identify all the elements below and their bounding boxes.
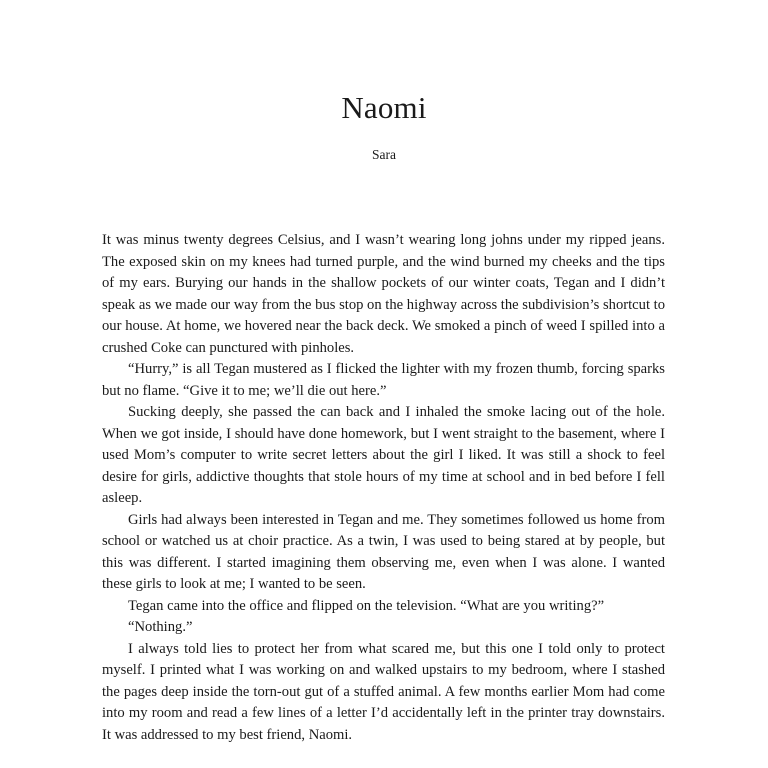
paragraph-7: I always told lies to protect her from what scared me, but this one I told only to protect myself. I printed what I was working on and walked upstairs to my bedroom, where I stashed the pages deep inside the torn-out gut of a stuffed animal. A few months earlier Mom had come into my room and read a few lines of a letter I’d accidentally left in the printer tray downstairs. It was addressed to my best friend, Naomi. <box>102 640 665 743</box>
paragraph-6: “Nothing.” <box>128 619 193 635</box>
chapter-title: Naomi <box>341 90 427 125</box>
paragraph-2: “Hurry,” is all Tegan mustered as I flicked the lighter with my frozen thumb, forcing sparks but no flame. “Give it to me; we’ll die out here.” <box>102 361 665 399</box>
chapter-body <box>102 230 665 746</box>
chapter-author: Sara <box>372 147 396 162</box>
paragraph-4: Girls had always been interested in Tegan and me. They sometimes followed us home from school or watched us at choir practice. As a twin, I was used to being stared at by people, but this was different. I started imagining them observing me, even when I was alone. I wanted these girls to look at me; I wanted to be seen. <box>102 511 665 592</box>
paragraph-5: Tegan came into the office and flipped on the television. “What are you writing?” <box>128 597 605 614</box>
paragraph-1: It was minus twenty degrees Celsius, and I wasn’t wearing long johns under my ripped jeans. The exposed skin on my knees had turned purple, and the wind burned my cheeks and the tips of my ears. Burying our hands in the shallow pockets of our winter coats, Tegan and I didn’t speak as we made our way from the bus stop on the highway across the subdivision’s shortcut to our house. At home, we hovered near the back deck. We smoked a pinch of weed I spilled into a crushed Coke can punctured with pinholes. <box>102 232 665 356</box>
paragraph-3: Sucking deeply, she passed the can back and I inhaled the smoke lacing out of the hole. When we got inside, I should have done homework, but I went straight to the basement, where I used Mom’s computer to write secret letters about the girl I liked. It was still a shock to feel desire for girls, addictive thoughts that stole hours of my time at school and in bed before I fell asleep. <box>102 404 665 506</box>
